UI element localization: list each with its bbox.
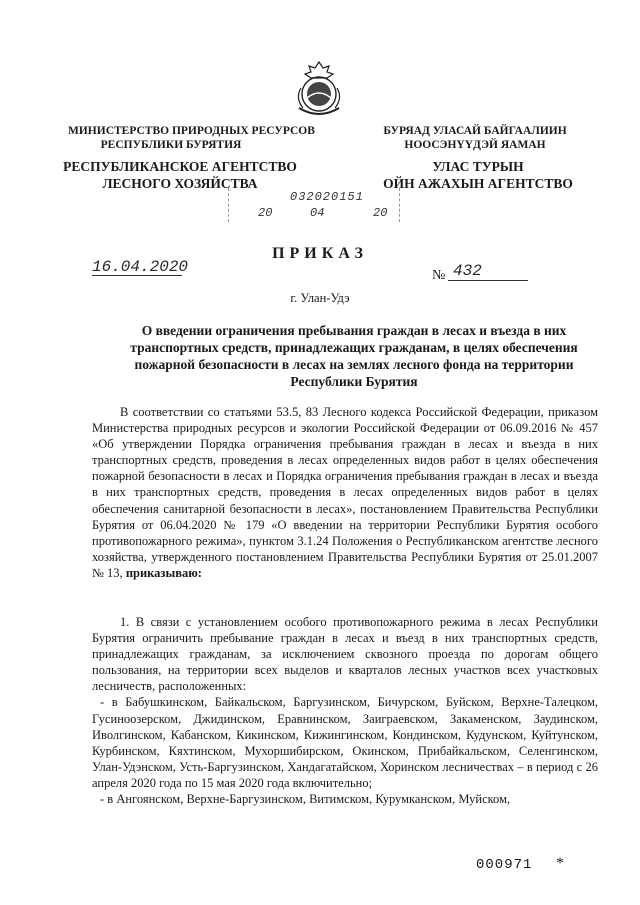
registration-stamp xyxy=(228,188,400,224)
city: г. Улан-Удэ xyxy=(290,291,350,305)
agency-bur-line2: ОЙН АЖАХЫН АГЕНТСТВО xyxy=(383,176,573,191)
ministry-ru-line1: МИНИСТЕРСТВО ПРИРОДНЫХ РЕСУРСОВ xyxy=(68,125,315,137)
stamp-year: 20 xyxy=(373,206,388,220)
order-item-1: - в Бабушкинском, Байкальском, Баргузинском, Бичурском, Буйском, Верхне-Талецком, Гусиноозерском, Джидинском, Еравнинском, Заиграевском, Закаменском, Заудинском, Иволгинском, Кабанском, Кикинском, Кижингинском, Кондинском, Кудунском, Куйтунском, Курбинском, Кяхтинском, Мухоршибирском, Окинском, Прибайкальском, Селенгинском, Улан-Удэнском, Усть-Баргузинском, Хандагатайском, Хоринском лесничествах – в период с 26 апреля 2020 года по 15 мая 2020 года включительно; xyxy=(92,695,598,790)
order-item-2: - в Ангоянском, Верхне-Баргузинском, Витимском, Курумканском, Муйском, xyxy=(100,792,511,807)
serial-number: 000971 xyxy=(476,857,533,873)
footer-mark: * xyxy=(556,855,564,872)
preamble-block xyxy=(92,404,598,581)
coat-of-arms-emblem xyxy=(289,58,349,120)
stamp-month: 04 xyxy=(310,206,325,220)
document-subject: О введении ограничения пребывания граждан в лесах и въезда в них транспортных средств, принадлежащих гражданам, в целях обеспечения пожарной безопасности в лесах на землях лесного фонда на территории Республики Бурятия xyxy=(130,323,578,389)
ministry-bur-line1: БУРЯАД УЛАСАЙ БАЙГААЛИИН xyxy=(383,125,567,137)
ministry-ru-line2: РЕСПУБЛИКИ БУРЯТИЯ xyxy=(100,139,242,151)
stamp-code: 032020151 xyxy=(290,190,364,204)
agency-bur-line1: УЛАС ТУРЫН xyxy=(432,159,524,174)
document-number: 432 xyxy=(453,262,482,280)
order-block xyxy=(92,614,598,807)
number-label: № xyxy=(432,268,446,283)
preamble-text: В соответствии со статьями 53.5, 83 Лесного кодекса Российской Федерации, приказом Министерства природных ресурсов и экологии Российской Федерации от 06.09.2016 № 457 «Об утверждении Порядка ограничения пребывания граждан в лесах и въезда в них транспортных средств, проведения в лесах определенных видов работ в целях обеспечения пожарной безопасности в лесах и Порядка ограничения пребывания граждан в лесах и въезда в них транспортных средств, проведения в лесах определенных видов работ в целях обеспечения санитарной безопасности в лесах», постановлением Правительства Республики Бурятия от 06.04.2020 № 179 «О введении на территории Республики Бурятия особого противопожарного режима», пунктом 3.1.24 Положения о Республиканском агентстве лесного хозяйства, утвержденного постановлением Правительства Республики Бурятия от 25.01.2007 № 13, xyxy=(92,405,598,580)
order-verb: приказываю: xyxy=(125,565,202,580)
agency-ru-line1: РЕСПУБЛИКАНСКОЕ АГЕНТСТВО xyxy=(63,159,297,174)
document-date: 16.04.2020 xyxy=(92,258,189,276)
order-paragraph-1: 1. В связи с установлением особого противопожарного режима в лесах Республики Бурятия ограничить пребывание граждан в лесах и въезд в них транспортных средств, принадлежащих гражданам, за исключением сквозного проезда по дорогам общего пользования, на территории всех выделов и кварталов лесных участков всех участковых лесничеств, расположенных: xyxy=(92,615,598,694)
stamp-day: 20 xyxy=(258,206,273,220)
document-title: ПРИКАЗ xyxy=(272,245,368,262)
ministry-bur-line2: НООСЭНҮҮДЭЙ ЯАМАН xyxy=(404,139,546,151)
preamble-paragraph xyxy=(92,404,598,581)
agency-ru-line2: ЛЕСНОГО ХОЗЯЙСТВА xyxy=(102,176,258,191)
